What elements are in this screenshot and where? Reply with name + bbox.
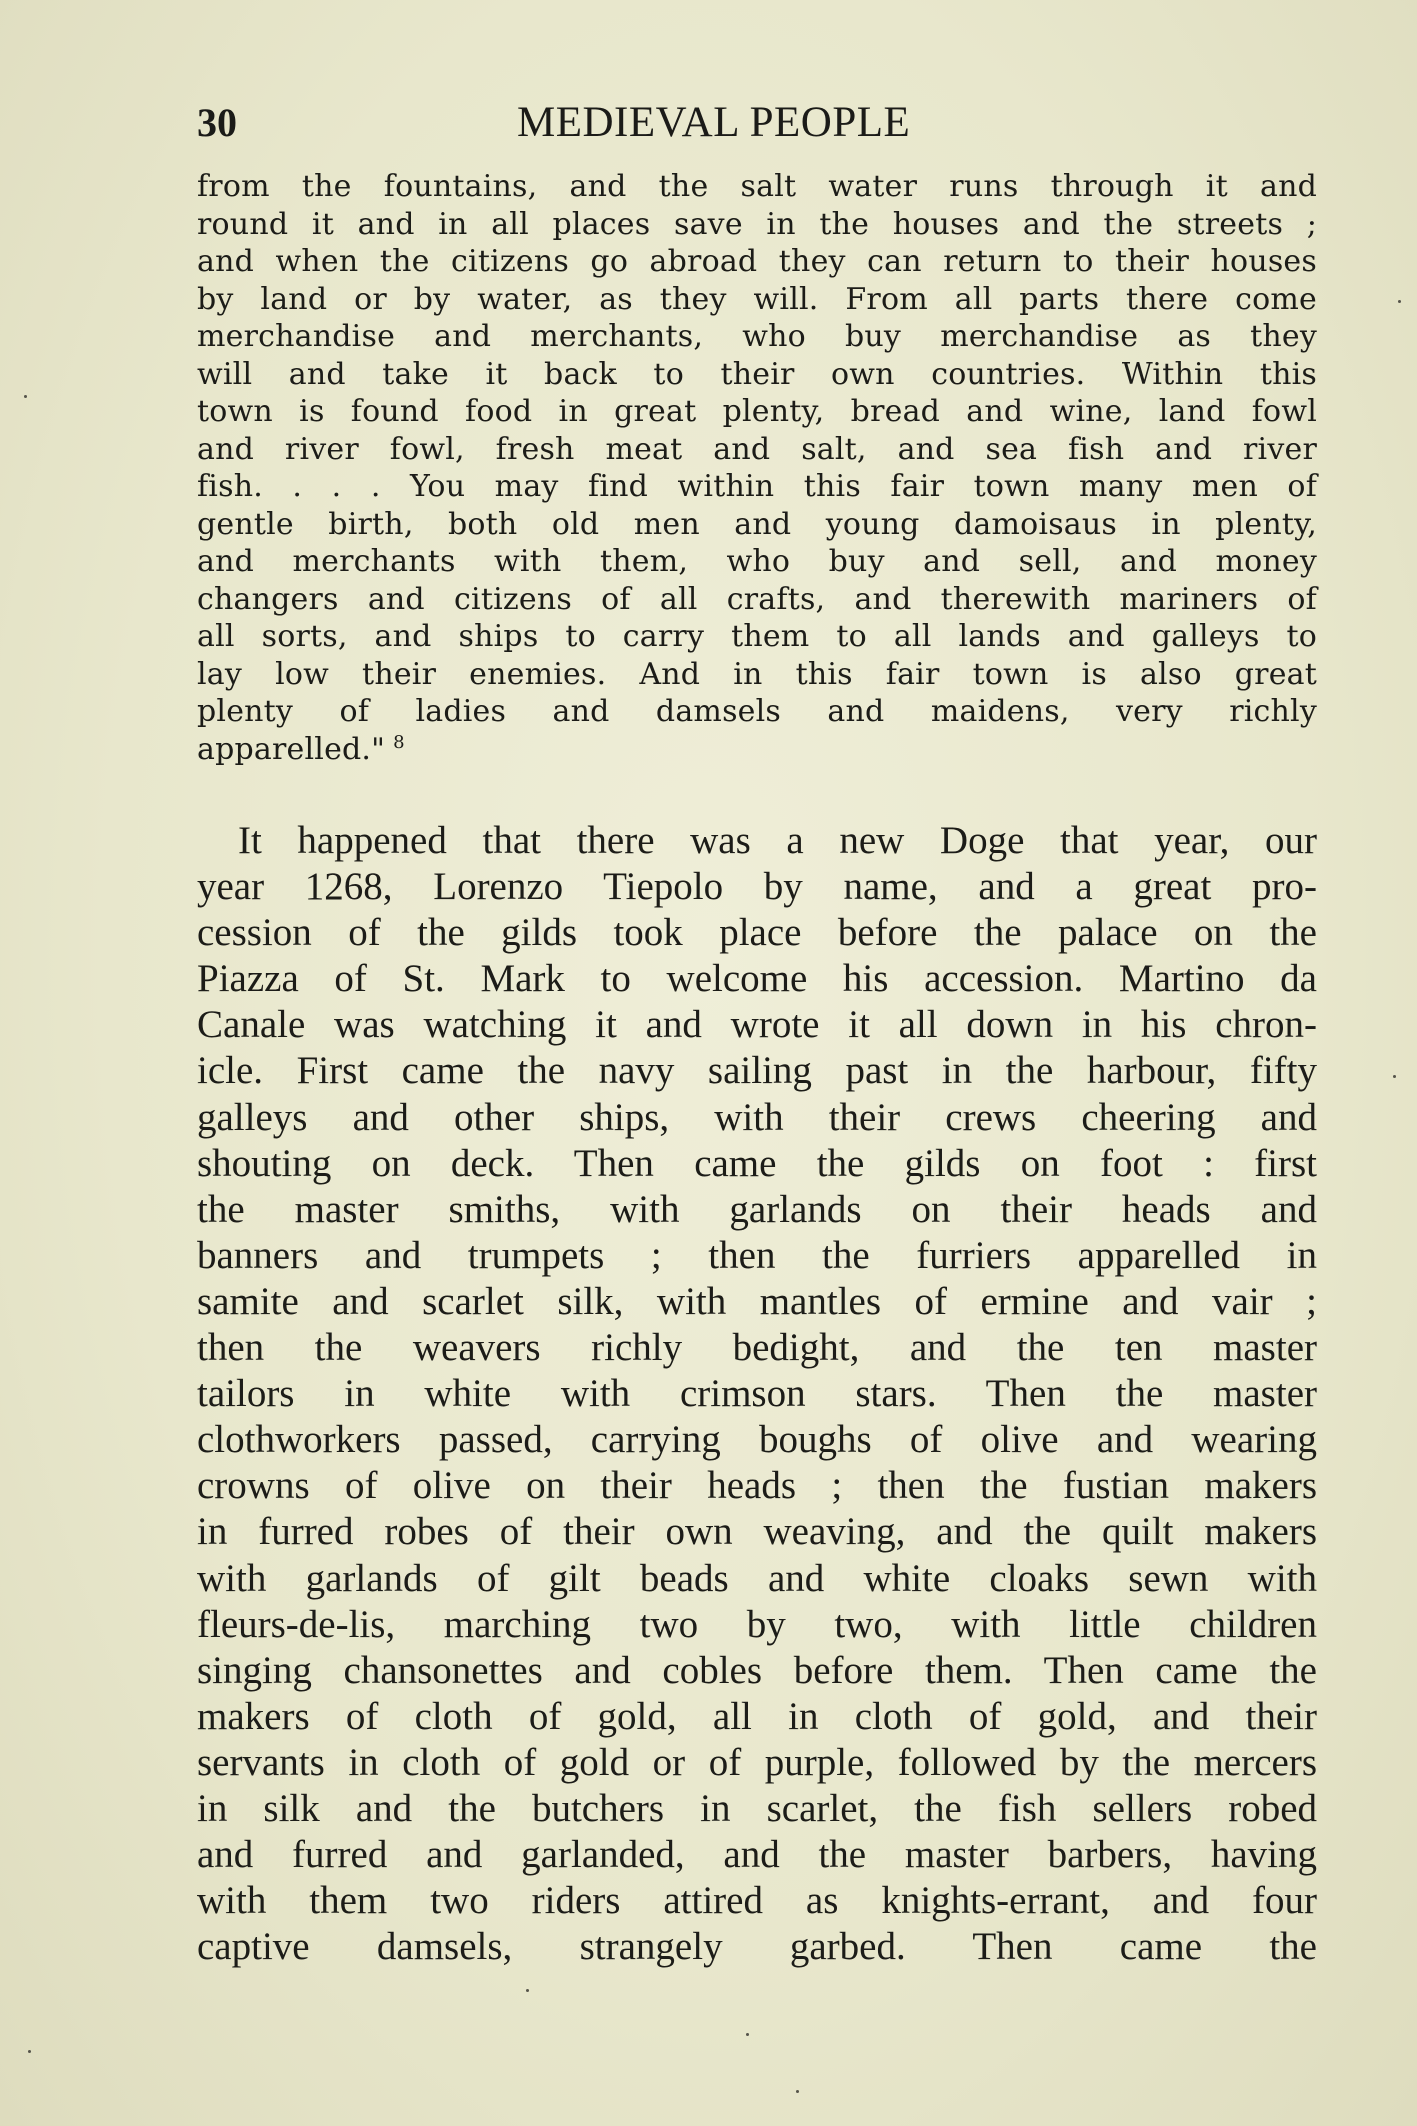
- paper-speck: [746, 2033, 749, 2036]
- quote-line: gentle birth, both old men and young damoisaus in plenty,: [197, 506, 1317, 542]
- text-line: Piazza of St. Mark to welcome his accession. Martino da: [197, 957, 1317, 1001]
- quote-line: merchandise and merchants, who buy merchandise as they: [197, 319, 1317, 354]
- quote-line: and when the citizens go abroad they can return to their houses: [197, 244, 1317, 279]
- text-line: in silk and the butchers in scarlet, the fish sellers robed: [197, 1786, 1317, 1830]
- text-line: crowns of olive on their heads ; then the fustian makers: [197, 1464, 1317, 1508]
- paper-speck: [24, 395, 27, 398]
- footnote-marker: 8: [393, 731, 405, 753]
- quote-line: plenty of ladies and damsels and maidens, very richly: [197, 694, 1317, 729]
- paper-speck: [796, 2090, 799, 2093]
- text-line: banners and trumpets ; then the furriers apparelled in: [197, 1233, 1317, 1277]
- text-line: then the weavers richly bedight, and the ten master: [197, 1326, 1317, 1370]
- text-line: samite and scarlet silk, with mantles of ermine and vair ;: [197, 1279, 1317, 1323]
- paper-speck: [1398, 300, 1401, 303]
- text-line: and furred and garlanded, and the master barbers, having: [197, 1833, 1317, 1877]
- quote-line: by land or by water, as they will. From all parts there come: [197, 281, 1317, 317]
- quote-line: changers and citizens of all crafts, and therewith mariners of: [197, 581, 1317, 617]
- running-title: MEDIEVAL PEOPLE: [517, 99, 911, 146]
- text-line: in furred robes of their own weaving, and the quilt makers: [197, 1510, 1317, 1554]
- text-line: fleurs-de-lis, marching two by two, with little children: [197, 1602, 1317, 1646]
- text-line: tailors in white with crimson stars. Then the master: [197, 1372, 1317, 1416]
- text-line: year 1268, Lorenzo Tiepolo by name, and a great pro-: [197, 865, 1317, 909]
- text-line: the master smiths, with garlands on their heads and: [197, 1187, 1317, 1231]
- quote-line: [197, 731, 1317, 769]
- text-line: with them two riders attired as knights-errant, and four: [197, 1879, 1317, 1923]
- running-head: [197, 98, 1319, 148]
- text-line: shouting on deck. Then came the gilds on foot : first: [197, 1141, 1317, 1185]
- quote-line: lay low their enemies. And in this fair town is also great: [197, 656, 1317, 692]
- quote-line: and merchants with them, who buy and sell, and money: [197, 544, 1317, 579]
- text-line: Canale was watching it and wrote it all down in his chron-: [197, 1003, 1317, 1047]
- paper-speck: [526, 1989, 529, 1992]
- text-line: cession of the gilds took place before the palace on the: [197, 911, 1317, 955]
- quote-line: round it and in all places save in the houses and the streets ;: [197, 206, 1317, 242]
- narrative-paragraph: [197, 818, 1317, 1970]
- text-line: icle. First came the navy sailing past in the harbour, fifty: [197, 1049, 1317, 1093]
- quote-last-text: apparelled.": [197, 731, 386, 767]
- quote-line: will and take it back to their own countries. Within this: [197, 356, 1317, 392]
- paper-speck: [1393, 1075, 1396, 1078]
- paper-speck: [28, 2050, 31, 2053]
- quote-line: from the fountains, and the salt water runs through it and: [197, 169, 1317, 204]
- quote-line: and river fowl, fresh meat and salt, and sea fish and river: [197, 431, 1317, 467]
- text-line: It happened that there was a new Doge that year, our: [238, 819, 1317, 862]
- quote-line: town is found food in great plenty, bread and wine, land fowl: [197, 394, 1317, 429]
- quoted-passage: [197, 168, 1317, 768]
- text-line: galleys and other ships, with their crews cheering and: [197, 1095, 1317, 1139]
- text-line: servants in cloth of gold or of purple, followed by the mercers: [197, 1740, 1317, 1784]
- page-number: 30: [197, 100, 237, 145]
- text-line: with garlands of gilt beads and white cloaks sewn with: [197, 1556, 1317, 1600]
- text-line: clothworkers passed, carrying boughs of olive and wearing: [197, 1418, 1317, 1462]
- text-line: singing chansonettes and cobles before them. Then came the: [197, 1648, 1317, 1692]
- text-line: makers of cloth of gold, all in cloth of gold, and their: [197, 1694, 1317, 1738]
- quote-line: fish. . . . You may find within this fair town many men of: [197, 469, 1317, 504]
- quote-line: all sorts, and ships to carry them to all lands and galleys to: [197, 619, 1317, 654]
- text-line: captive damsels, strangely garbed. Then came the: [197, 1925, 1317, 1969]
